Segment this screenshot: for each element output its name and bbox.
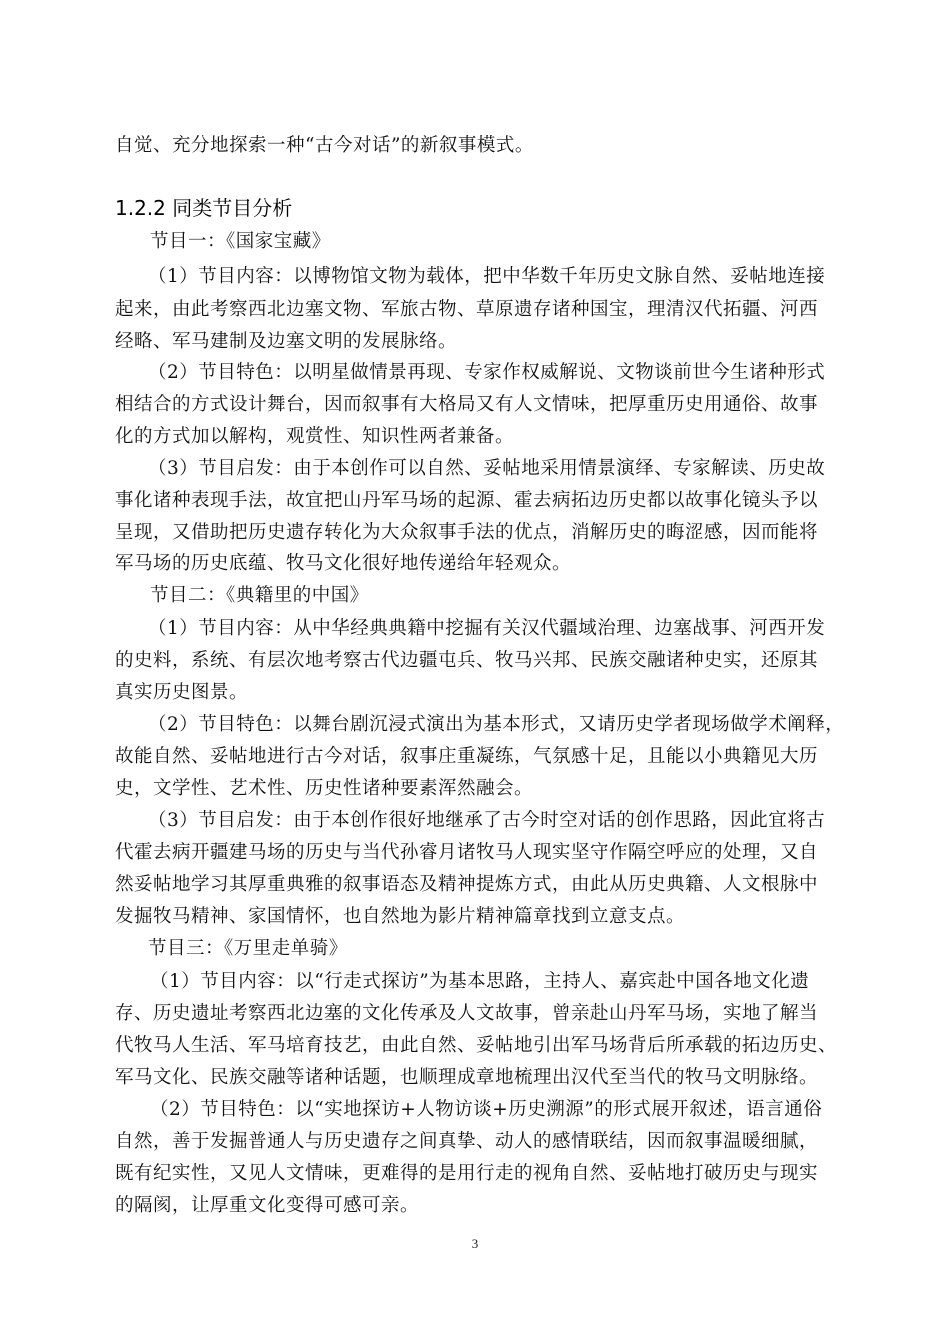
paragraph-line: （1）节目内容：以博物馆文物为载体，把中华数千年历史文脉自然、妥帖地连接: [148, 266, 826, 287]
paragraph-line: 化的方式加以解构，观赏性、知识性两者兼备。: [115, 426, 515, 447]
paragraph-line: 代牧马人生活、军马培育技艺，由此自然、妥帖地引出军马场背后所承载的拓边历史、: [115, 1035, 838, 1056]
paragraph-line: （3）节目启发：由于本创作可以自然、妥帖地采用情景演绎、专家解读、历史故: [148, 458, 826, 479]
paragraph-line: 经略、军马建制及边塞文明的发展脉络。: [115, 331, 458, 352]
program-title: 节目三：《万里走单骑》: [148, 938, 348, 959]
paragraph-line: 呈现，又借助把历史遗存转化为大众叙事手法的优点，消解历史的晦涩感，因而能将: [115, 522, 819, 543]
paragraph-line: 发掘牧马精神、家国情怀，也自然地为影片精神篇章找到立意支点。: [115, 906, 686, 927]
paragraph-line: 真实历史图景。: [115, 682, 249, 703]
paragraph-line: 军马文化、民族交融等诸种话题，也顺理成章地梳理出汉代至当代的牧马文明脉络。: [115, 1067, 819, 1088]
paragraph-line: 军马场的历史底蕴、牧马文化很好地传递给年轻观众。: [115, 553, 572, 574]
paragraph-line: （2）节目特色：以明星做情景再现、专家作权威解说、文物谈前世今生诸种形式: [148, 362, 826, 383]
paragraph-line: 故能自然、妥帖地进行古今对话，叙事庄重凝练，气氛感十足，且能以小典籍见大历: [115, 746, 819, 767]
paragraph-line: 存、历史遗址考察西北边塞的文化传承及人文故事，曾亲赴山丹军马场，实地了解当: [115, 1003, 819, 1024]
paragraph-line: 相结合的方式设计舞台，因而叙事有大格局又有人文情味，把厚重历史用通俗、故事: [115, 394, 819, 415]
paragraph-line: 事化诸种表现手法，故宜把山丹军马场的起源、霍去病拓边历史都以故事化镜头予以: [115, 490, 819, 511]
paragraph-line: 的隔阂，让厚重文化变得可感可亲。: [115, 1195, 420, 1216]
paragraph-line: （2）节目特色：以舞台剧沉浸式演出为基本形式，又请历史学者现场做学术阐释，: [148, 714, 845, 735]
paragraph-line: （1）节目内容：从中华经典典籍中挖掘有关汉代疆域治理、边塞战事、河西开发: [148, 618, 826, 639]
paragraph-line: （1）节目内容：以“行走式探访”为基本思路，主持人、嘉宾赴中国各地文化遗: [150, 971, 810, 992]
paragraph-line: 代霍去病开疆建马场的历史与当代孙睿月诸牧马人现实坚守作隔空呼应的处理，又自: [115, 842, 819, 863]
paragraph-line: （2）节目特色：以“实地探访+人物访谈+历史溯源”的形式展开叙述，语言通俗: [150, 1099, 823, 1120]
paragraph-line: 既有纪实性，又见人文情味，更难得的是用行走的视角自然、妥帖地打破历史与现实: [115, 1163, 819, 1184]
paragraph-line: 史，文学性、艺术性、历史性诸种要素浑然融会。: [115, 778, 534, 799]
paragraph-line: 自然，善于发掘普通人与历史遗存之间真挚、动人的感情联结，因而叙事温暖细腻，: [115, 1131, 819, 1152]
program-title: 节目一：《国家宝藏》: [150, 231, 331, 252]
section-heading: 1.2.2 同类节目分析: [115, 196, 293, 220]
paragraph-line: （3）节目启发：由于本创作很好地继承了古今时空对话的创作思路，因此宜将古: [148, 810, 826, 831]
paragraph-line: 的史料，系统、有层次地考察古代边疆屯兵、牧马兴邦、民族交融诸种史实，还原其: [115, 650, 819, 671]
page-number: 3: [471, 1236, 479, 1251]
paragraph-line: 起来，由此考察西北边塞文物、军旅古物、草原遗存诸种国宝，理清汉代拓疆、河西: [115, 299, 819, 320]
program-title: 节目二：《典籍里的中国》: [150, 585, 369, 606]
paragraph-line: 然妥帖地学习其厚重典雅的叙事语态及精神提炼方式，由此从历史典籍、人文根脉中: [115, 874, 819, 895]
paragraph-line: 自觉、充分地探索一种“古今对话”的新叙事模式。: [115, 135, 534, 156]
